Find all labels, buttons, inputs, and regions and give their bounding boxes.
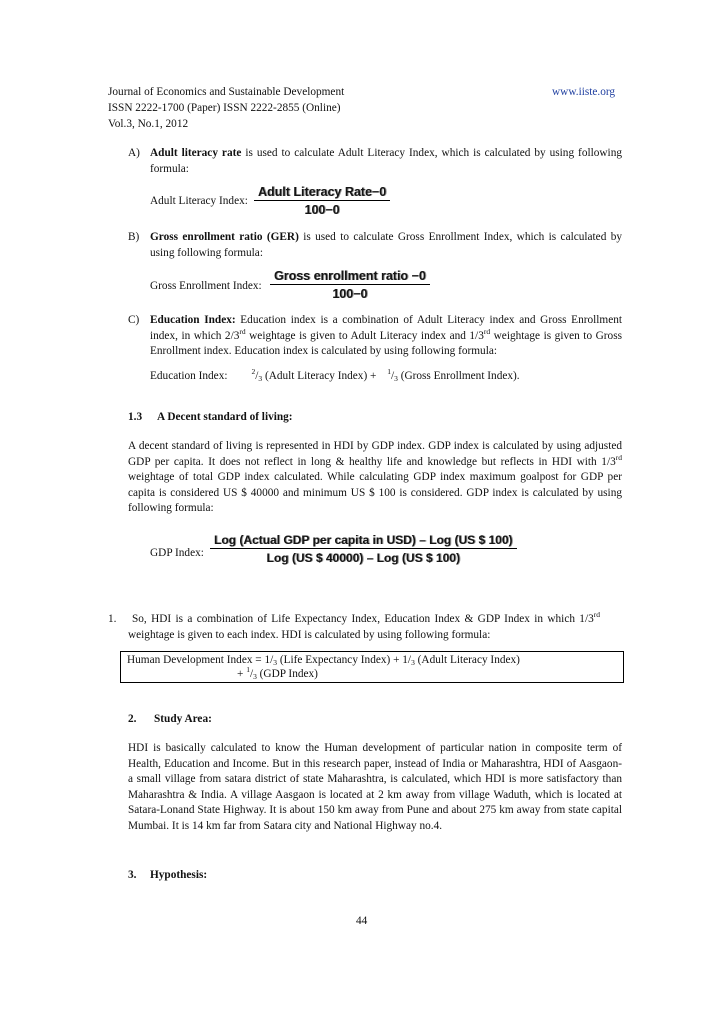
hdi-l2-c: (GDP Index): [256, 668, 318, 680]
item-b-marker: B): [128, 231, 140, 243]
item-a-term: Adult literacy rate: [150, 147, 242, 159]
hdi-l1-c: (Adult Literacy Index): [414, 654, 520, 666]
item-c-text-3: weightage is given to Gross Enrollment index. Education index is calculated by using following formula:: [150, 329, 622, 358]
item-c-text-2: weightage is given to Adult Literacy index and 1/3: [245, 329, 484, 342]
item-1-paragraph: [128, 612, 622, 643]
section-2-title: Study Area:: [154, 713, 212, 725]
page-number: 44: [356, 915, 368, 927]
gdp-index-label: GDP Index:: [150, 547, 204, 559]
education-index-formula: Education Index: $^2/_3$ (Adult Literacy Index) + $^1/_3$ (Gross Enrollment Index).: [150, 367, 520, 383]
item-1-text-1: So, HDI is a combination of Life Expectancy Index, Education Index & GDP Index in which 1/3: [132, 613, 594, 625]
hdi-formula-box: [120, 651, 624, 683]
weight-2-denominator: 3: [394, 374, 398, 383]
section-1-3-title: A Decent standard of living:: [157, 411, 293, 423]
item-b-text: is used to calculate Gross Enrollment Index, which is calculated by using following formula:: [150, 231, 622, 259]
section-2-number: 2.: [128, 713, 137, 725]
item-c-sup-1: rd: [239, 326, 246, 336]
item-b-paragraph: [150, 230, 622, 261]
item-c-text-1: Education index is a combination of Adult Literacy index and Gross Enrollment index, in which 2/3: [150, 314, 622, 342]
hdi-formula-line-1: [127, 653, 520, 669]
section-1-3-text-1: A decent standard of living is represented in HDI by GDP index. GDP index is calculated by using adjusted GDP per capita. It does not reflect in long & healthy life and knowledge but reflects in HDI with 1/3: [128, 440, 622, 468]
weight-2-numerator: 1: [387, 367, 391, 376]
adult-literacy-formula: [254, 185, 390, 217]
item-1-number: 1.: [108, 613, 117, 625]
hdi-sub-1: 3: [273, 658, 278, 667]
gdp-formula-numerator: Log (Actual GDP per capita in USD) – Log (US $ 100): [210, 533, 517, 549]
hdi-formula-line-2: [237, 667, 318, 683]
hdi-l2-b: /: [249, 668, 254, 680]
gross-enrollment-formula-numerator: Gross enrollment ratio −0: [270, 269, 430, 285]
section-3-number: 3.: [128, 869, 137, 881]
hdi-sub-2: 3: [411, 658, 415, 667]
item-a-paragraph: [150, 146, 622, 177]
journal-website-link[interactable]: www.iiste.org: [552, 86, 616, 98]
section-1-3-number: 1.3: [128, 411, 143, 423]
item-1-sup: rd: [593, 610, 600, 619]
adult-literacy-formula-denominator: 100−0: [304, 203, 340, 217]
gdp-formula-denominator: Log (US $ 40000) – Log (US $ 100): [266, 551, 460, 565]
weight-1-numerator: 2: [251, 367, 256, 376]
item-b-term: Gross enrollment ratio (GER): [150, 231, 299, 243]
gross-enrollment-formula: [270, 269, 430, 301]
item-c-marker: C): [128, 314, 140, 326]
adult-literacy-index-label: Adult Literacy Index:: [150, 195, 248, 207]
item-c-paragraph: [150, 313, 622, 360]
journal-title: Journal of Economics and Sustainable Development: [108, 86, 345, 98]
issn-line: ISSN 2222-1700 (Paper) ISSN 2222-2855 (Online): [108, 102, 341, 114]
item-a-marker: A): [128, 147, 140, 159]
section-1-3-text-2: weightage of total GDP index calculated. While calculating GDP index maximum goalpost for GDP per capita is considered US $ 40000 and minimum US $ 100 is considered. GDP index is calculated by using following formula:: [128, 471, 622, 515]
section-1-3-sup: rd: [615, 452, 622, 462]
gross-enrollment-formula-denominator: 100−0: [332, 287, 368, 301]
item-1-text-2: weightage is given to each index. HDI is calculated by using following formula:: [128, 628, 491, 641]
section-2-paragraph: HDI is basically calculated to know the Human development of particular nation in composite term of Health, Education and Income. But in this research paper, instead of India or Maharashtra, HDI of Aasgaon- a small village from satara district of state Maharashtra, is calculated, which HDI is more satisfactory than Maharashtra & India. A village Aasgaon is located at 2 km away from village Waduth, which is located at Satara-Lonand State Highway. It is about 150 km away from Pune and about 275 km away from state capital Mumbai. It is 14 km far from Satara city and National Highway no.4.: [128, 742, 622, 832]
hdi-l1-b: (Life Expectancy Index) + 1/: [277, 654, 412, 666]
hdi-l2-a: +: [237, 668, 247, 680]
gdp-index-formula: [210, 533, 517, 565]
weight-1-denominator: 3: [258, 374, 263, 383]
item-c-term: Education Index:: [150, 314, 236, 326]
section-1-3-paragraph: [128, 439, 622, 517]
adult-literacy-formula-numerator: Adult Literacy Rate−0: [254, 185, 390, 201]
hdi-sup-3: 1: [246, 665, 250, 674]
section-3-title: Hypothesis:: [150, 869, 208, 881]
education-term-1: (Adult Literacy Index) +: [262, 370, 380, 382]
education-term-2: (Gross Enrollment Index).: [397, 370, 520, 382]
education-index-label: Education Index:: [150, 370, 228, 382]
volume-line: Vol.3, No.1, 2012: [108, 118, 189, 130]
gross-enrollment-index-label: Gross Enrollment Index:: [150, 280, 262, 292]
hdi-l1-a: Human Development Index = 1/: [127, 654, 274, 666]
item-a-text: is used to calculate Adult Literacy Index, which is calculated by using following formula:: [150, 147, 622, 175]
item-c-sup-2: rd: [483, 326, 491, 336]
hdi-sub-3: 3: [253, 672, 257, 681]
